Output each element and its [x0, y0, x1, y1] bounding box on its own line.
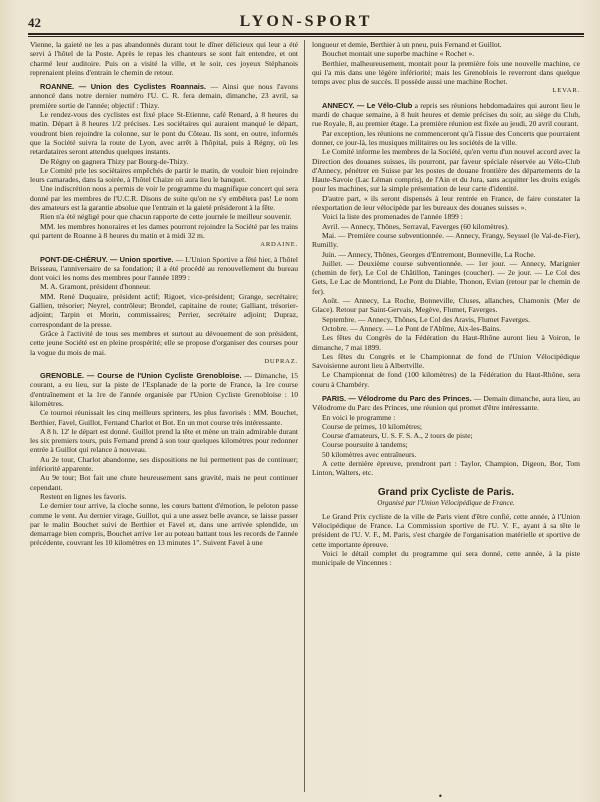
grenoble-paragraph: Au 9e tour; Bot fait une chute heureusement sans gravité, mais ne peut continuer cependant. — [30, 473, 298, 492]
grenoble-continued-paragraph: Berthier, malheureusement, montait pour la première fois une nouvelle machine, ce qui l'a mis dans une légère infériorité; mais les Grenoblois le reverront dans quelque temps avec plus de succès. Il possède aussi une machine Rochet. — [312, 58, 580, 87]
annecy-closing: Le Championnat de fond (100 kilomètres) de la Fédération du Haut-Rhône, sera couru à Chambéry. — [312, 370, 580, 389]
pont-de-cheruy-paragraph: Grâce à l'activité de tous ses membres et surtout au dévouement de son président, cette jeune Société est en pleine prospérité; elle se propose d'organiser des courses pour la vogue du mois de mai. — [30, 328, 298, 357]
grand-prix-subtitle: Organisé par l'Union Vélocipédique de France. — [377, 498, 515, 507]
paris-program-item: Course poursuite à tandems; — [322, 440, 408, 450]
pont-de-cheruy-paragraph: M. A. Gramont, président d'honneur. — [40, 282, 151, 292]
annecy-paragraph: Voici la liste des promenades de l'année 1899 : — [322, 212, 463, 222]
annecy-paragraph: D'autre part, « ils seront dispensés à leur rentrée en France, de faire constater la réexportation de leur vélocipède par les bureaux des douanes suisses ». — [312, 193, 580, 213]
grenoble-lead-text: — Dimanche, 15 courant, a eu lieu, sur la piste de l'Esplanade de la porte de France, la 1re course d'entraînement et la 1re de l'année organisée par l'Union Cycliste Grenobloise : 10 kilomètres. — [30, 371, 298, 408]
grenoble-article-lead — [30, 371, 298, 408]
grenoble-paragraph: Au 2e tour, Charlot abandonne, ses dispositions ne lui permettent pas de continuer; infériorité apparente. — [30, 454, 298, 474]
grenoble-signature: LEVAR. — [552, 87, 580, 95]
page-header — [28, 0, 584, 28]
grand-prix-title: Grand prix Cycliste de Paris. — [377, 486, 515, 498]
intro-paragraph: Vienne, la gaieté ne les a pas abandonnés durant tout le dîner délicieux qui leur a été servi à l'hôtel de la Poste. Après le repas les chanteurs se sont fait entendre, et ont charmé leur auditoire. Puis on a visité la ville, et le soir, ces joyeux Stéphanois reprenaient pleins d'entrain le chemin de retour. — [30, 40, 298, 77]
roanne-paragraph: Le Comité prie les sociétaires empêchés de partir le matin, de vouloir bien rejoindre leurs camarades, dans la soirée, à l'hôtel Chaize où aura lieu le banquet. — [30, 165, 298, 185]
grenoble-paragraph: Ce tournoi réunissait les cinq meilleurs sprinters, les plus favorisés : MM. Bouchet, Berthier, Favel, Guillot, Fernand Charlot et Bot. En un mot course très intéressante. — [30, 408, 298, 427]
grenoble-heading: GRENOBLE. — Course de l'Union Cycliste Grenobloise. — [40, 371, 242, 381]
pont-de-cheruy-article-lead — [30, 255, 298, 283]
right-column — [312, 40, 580, 792]
annecy-promenade: Septembre. — Annecy, Thônes, Le Col des Aravis, Flumet Faverges. — [322, 314, 530, 324]
paris-program-item: 50 kilomètres avec entraîneurs. — [322, 449, 417, 459]
roanne-paragraph: De Régny on gagnera Thizy par Bourg-de-Thizy. — [40, 156, 189, 166]
grenoble-continued-paragraph: Bouchet montait une superbe machine « Rochet ». — [322, 49, 475, 59]
paris-paragraph: A cette dernière épreuve, prendront part : Taylor, Champion, Digeon, Bor, Tom Linton, Walters, etc. — [312, 459, 580, 478]
grand-prix-paragraph: Le Grand Prix cycliste de la ville de Paris vient d'être confié, cette année, à l'Union Vélocipédique de France. La Commission sportive de l'U. V. F., ayant à sa tête le président de l'U. V. F., M. Paris, s'est chargée de l'organisation matérielle et sportive de cette importante épreuve. — [312, 511, 580, 549]
left-column — [30, 40, 298, 792]
pont-de-cheruy-lead-text: — L'Union Sportive a fêté hier, à l'hôtel Brisseau, l'anniversaire de sa fondation; il a été procédé au renouvellement du bureau dont voici les noms des membres pour l'année 1899 : — [30, 254, 298, 283]
annecy-heading: ANNECY. — Le Vélo-Club — [322, 100, 413, 110]
continuation-mark: • — [438, 792, 443, 801]
paris-program-item: Course d'amateurs, U. S. F. S. A., 2 tours de piste; — [322, 431, 473, 441]
paris-heading: PARIS. — Vélodrome du Parc des Princes. — [322, 393, 472, 403]
annecy-promenade: Octobre. — Annecy. — Le Pont de l'Abîme, Aix-les-Bains. — [322, 323, 502, 333]
roanne-article-lead — [30, 82, 298, 110]
column-divider — [304, 40, 305, 792]
annecy-closing: Les fêtes du Congrès et le Championnat de fond de l'Union Vélocipédique Savoisienne auront lieu à Albertville. — [312, 351, 580, 371]
annecy-promenade: Août. — Annecy, La Roche, Bonneville, Cluses, allanches, Chamonix (Mer de Glace). Retour par Saint-Gervais, Megève, Flumet, Faverges. — [312, 296, 580, 315]
pont-de-cheruy-signature: DUPRAZ. — [264, 357, 298, 365]
grenoble-paragraph: A 8 h. 12' le départ est donné. Guillot prend la tête et mène un train admirable durant les six premiers tours, puis Fernand prend à son tour quelques kilomètres pour redonner entrée à Guillot qui relance à nouveau. — [30, 426, 298, 455]
annecy-lead-text: a repris ses réunions hebdomadaires qui auront lieu le mardi de chaque semaine, à 8 huit heures et demie précises du soir, au siège du Club, rue Royale, 8, au premier étage. La première réunion est fixée au jeudi, 20 avril courant. — [312, 100, 580, 129]
paris-paragraph: En voici le programme : — [322, 412, 396, 422]
annecy-paragraph: Le Comité informe les membres de la Société, qu'en vertu d'un nouvel accord avec la Direction des douanes suisses, ils pourront, par faveur spéciale réservée au Vélo-Club d'Annecy, pénétrer en Suisse par les postes de douane frontière des départements de la Haute-Savoie (Lac Léman compris), de l'Ain et du Jura, sans acquitter les droits exigés pour les machines, sur la simple présentation de leur carte d'identité. — [312, 147, 580, 194]
paris-lead-text: — Demain dimanche, aura lieu, au Vélodrome du Parc des Princes, une réunion qui promet d'être intéressante. — [312, 393, 580, 413]
annecy-article-lead — [312, 101, 580, 129]
grenoble-paragraph: Restent en lignes les favoris. — [40, 491, 127, 501]
masthead-title: LYON-SPORT — [239, 13, 373, 30]
annecy-promenade: Mai. — Première course subventionnée. — Annecy, Frangy, Seyssel (le Val-de-Fier), Rumilly. — [312, 230, 580, 250]
annecy-promenade: Juillet. — Deuxième course subventionnée. — 1er jour. — Annecy, Marignier (chemin de fer), Le Col de Châtillon, Taninges (coucher). — 2e jour. — Le Col des Gets, Le Lac de Montriond, Le Pont du Diable, Thonon, Evian (retour par le chemin de fer). — [312, 258, 580, 296]
annecy-promenade: Juin. — Annecy, Thônes, Georges d'Entremont, Bonneville, La Roche. — [322, 249, 536, 259]
paris-program-item: Course de primes, 10 kilomètres; — [322, 421, 422, 431]
roanne-heading: ROANNE. — Union des Cyclistes Roannais. — [40, 82, 207, 92]
pont-de-cheruy-heading: PONT-DE-CHÉRUY. — Union sportive. — [40, 254, 174, 264]
pont-de-cheruy-paragraph: MM. René Duquaire, président actif; Rigoet, vice-président; Grange, secrétaire; Gallien, trésorier; Neyrel, contrôleur; Brondel, capitaine de route; Galliant, trésorier-adjoint; Tarpin et Morin, commissaires; Perrier, secrétaire adjoint; Dupraz, correspondant de la presse. — [30, 291, 298, 329]
roanne-paragraph: Le rendez-vous des cyclistes est fixé place St-Etienne, café Renard, à 8 heures du matin. Départ à 8 heures 1/2 précises. Les sociétaires qui auraient manqué le départ, voudront bien rejoindre la colonne, sur le pont du Côteau. Ils sont, en outre, informés que la Société suivra la route de Lyon, avec arrêt à l'hôpital, puis à Régny, où les retardataires seront attendus quelques instants. — [30, 110, 298, 157]
roanne-signature: ARDAINE. — [260, 241, 298, 249]
roanne-paragraph: Rien n'a été négligé pour que chacun rapporte de cette journée le meilleur souvenir. — [40, 212, 292, 222]
header-rule-thick — [28, 33, 584, 35]
grenoble-continued-paragraph: longueur et demie, Berthier à un pneu, puis Fernand et Guillot. — [312, 40, 502, 49]
page-number: 42 — [28, 15, 41, 30]
roanne-lead-text: — Ainsi que nous l'avons annoncé dans notre dernier numéro l'U. C. R. fera demain, dimanche, 23 avril, sa première sortie de l'année; objectif : Thizy. — [30, 82, 298, 110]
annecy-paragraph: Par exception, les réunions ne commenceront qu'à l'issue des Concerts que pourraient donner, ce jour-là, les musiques militaires ou les sociétés de la ville. — [312, 128, 580, 147]
roanne-paragraph: MM. les membres honoraires et les dames pourront rejoindre la Société par les trains qui partent de Roanne à 8 heures du matin et à midi 32 m. — [30, 221, 298, 240]
grenoble-paragraph: Le dernier tour arrive, la cloche sonne, les cœurs battent d'émotion, le peloton passe comme le vent. Au dernier virage, Guillot, qui a une assez belle avance, se laisse passer par le malin Bouchet suivi de Berthier et Favel et, dans une arrivée splendide, un demarrage bien compris, Bouchet arrive 1er au poteau battant tous les records de l'année précédente, couvrant les 10 kilomètres en 13 minutes 1". Suivent Favel à une — [30, 501, 298, 548]
header-rule-thin — [28, 36, 584, 37]
grand-prix-paragraph: Voici le détail complet du programme qui sera donné, cette année, à la piste municipale de Vincennes : — [312, 548, 580, 568]
grand-prix-title-block — [312, 486, 580, 508]
roanne-paragraph: Une indiscrétion nous a permis de voir le programme du magnifique concert qui sera donné par les membres de l'U.C.R. Disons de suite qu'on ne s'y embêtera pas! Le nom des amateurs est la garantie absolue que l'entrain et la gaieté présideront à la fête. — [30, 184, 298, 213]
paris-article-lead — [312, 394, 580, 413]
annecy-promenade: Avril. — Annecy, Thônes, Serraval, Faverges (60 kilomètres). — [322, 221, 509, 231]
annecy-closing: Les fêtes du Congrès de la Fédération du Haut-Rhône auront lieu à Voiron, le dimanche, 7 mai 1899. — [312, 333, 580, 352]
